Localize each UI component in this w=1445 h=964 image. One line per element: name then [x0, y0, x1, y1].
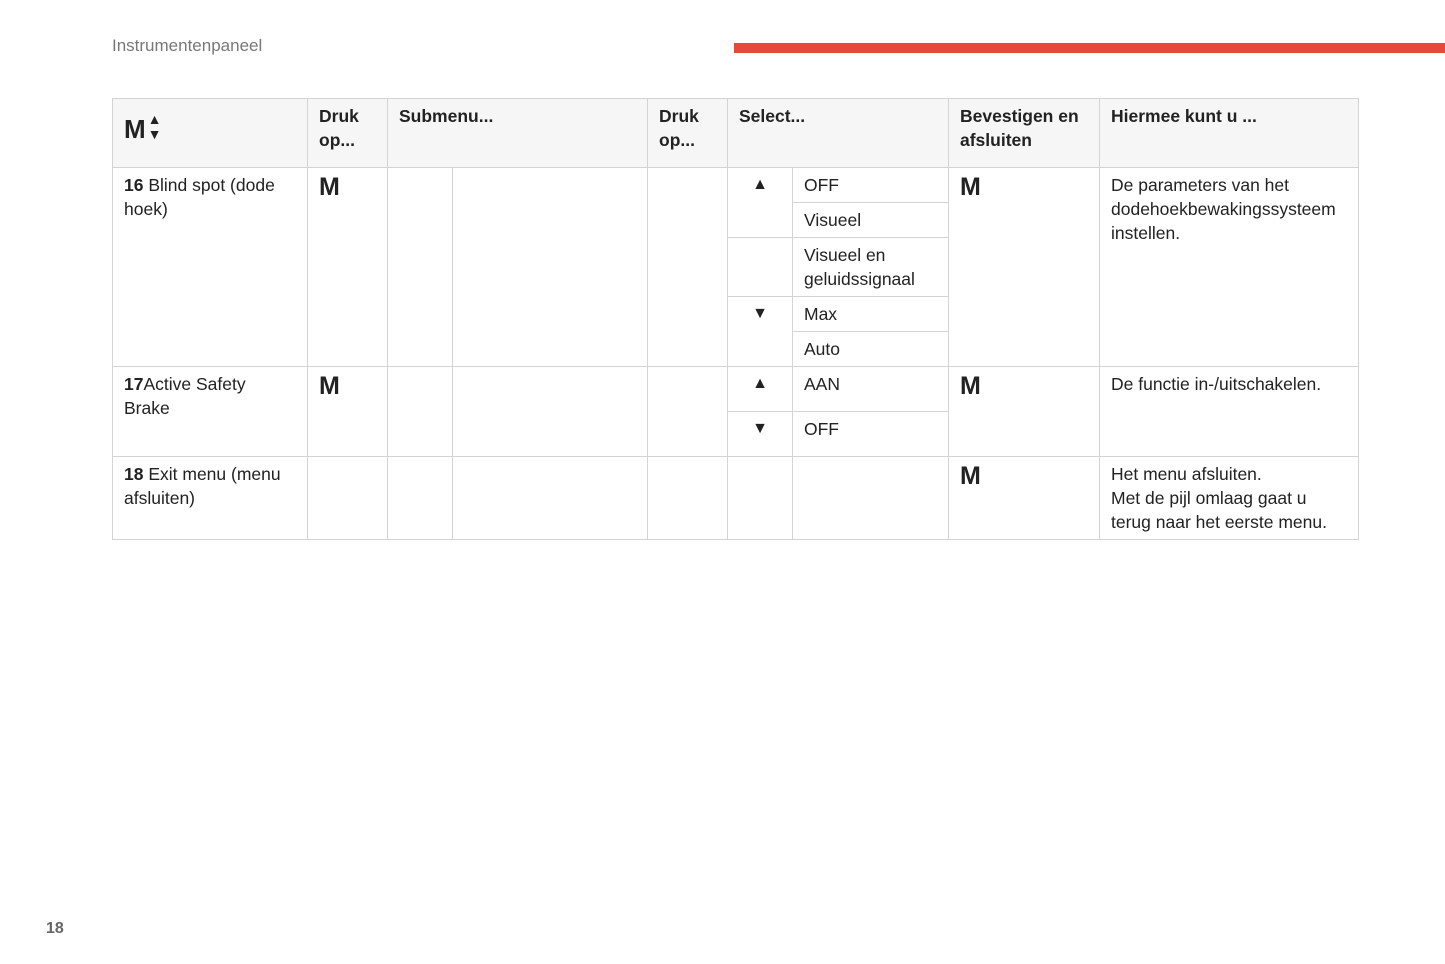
m-key-icon: M: [319, 372, 340, 400]
header-confirm: Bevestigen en afsluiten: [949, 99, 1100, 168]
arrow-cell: [728, 412, 793, 457]
header-press-1: Druk op...: [308, 99, 388, 168]
option-cell: Auto: [793, 332, 949, 367]
menu-table: [112, 98, 1359, 540]
purpose-text: De functie in-/uitschakelen.: [1111, 374, 1322, 394]
option-cell: OFF: [793, 168, 949, 203]
accent-bar: [734, 43, 1445, 53]
row-label: [113, 457, 308, 540]
arrow-down-icon: ▼: [147, 126, 162, 142]
submenu-cell: [453, 457, 648, 540]
row-label: [113, 367, 308, 457]
press-cell: [308, 168, 388, 367]
row-number: 16: [124, 175, 144, 195]
press-cell: [648, 168, 728, 367]
submenu-cell: [388, 168, 453, 367]
table-row: [113, 168, 1359, 203]
arrow-down-icon: ▼: [752, 305, 768, 322]
table-row: [113, 457, 1359, 540]
option-cell: [793, 457, 949, 540]
submenu-cell: [453, 168, 648, 367]
header-purpose: Hiermee kunt u ...: [1100, 99, 1359, 168]
m-key-icon: M: [960, 462, 981, 490]
purpose-cell: [1100, 457, 1359, 540]
option-cell: AAN: [793, 367, 949, 412]
arrow-cell: [728, 168, 793, 238]
confirm-cell: [949, 367, 1100, 457]
submenu-cell: [453, 367, 648, 457]
purpose-text: De parameters van het dodehoekbewakingssysteem instellen.: [1111, 175, 1336, 243]
option-cell: Visueel: [793, 203, 949, 238]
row-title: Blind spot (dode hoek): [124, 175, 275, 219]
press-cell: [308, 457, 388, 540]
confirm-cell: [949, 168, 1100, 367]
press-cell: [308, 367, 388, 457]
m-key-icon: M: [960, 173, 981, 201]
section-title: Instrumentenpaneel: [112, 36, 263, 55]
submenu-cell: [388, 457, 453, 540]
arrow-up-icon: ▲: [147, 111, 162, 127]
row-label: [113, 168, 308, 367]
header-select: Select...: [728, 99, 949, 168]
press-cell: [648, 367, 728, 457]
arrow-up-icon: ▲: [752, 176, 768, 193]
purpose-text: Het menu afsluiten.: [1111, 464, 1262, 484]
table-header-row: [113, 99, 1359, 168]
option-cell: Visueel en geluidssignaal: [793, 238, 949, 297]
arrow-cell: [728, 367, 793, 412]
header-press-2: Druk op...: [648, 99, 728, 168]
row-title: Exit menu (menu afsluiten): [124, 464, 281, 508]
press-cell: [648, 457, 728, 540]
row-number: 17: [124, 374, 144, 394]
row-title: Active Safety Brake: [124, 374, 246, 418]
m-key-icon: M: [319, 173, 340, 201]
arrow-cell: [728, 457, 793, 540]
m-key-icon: M: [960, 372, 981, 400]
page-number: 18: [46, 920, 64, 937]
purpose-cell: [1100, 168, 1359, 367]
header-submenu: Submenu...: [388, 99, 648, 168]
confirm-cell: [949, 457, 1100, 540]
m-key-icon: M: [124, 114, 146, 144]
submenu-cell: [388, 367, 453, 457]
arrow-down-icon: ▼: [752, 420, 768, 437]
arrow-cell: [728, 297, 793, 367]
purpose-cell: [1100, 367, 1359, 457]
arrow-cell: [728, 238, 793, 297]
arrow-up-icon: ▲: [752, 375, 768, 392]
option-cell: OFF: [793, 412, 949, 457]
purpose-text: Met de pijl omlaag gaat u terug naar het eerste menu.: [1111, 488, 1327, 532]
header-menu-key: [113, 99, 308, 168]
table-row: [113, 367, 1359, 412]
row-number: 18: [124, 464, 144, 484]
option-cell: Max: [793, 297, 949, 332]
